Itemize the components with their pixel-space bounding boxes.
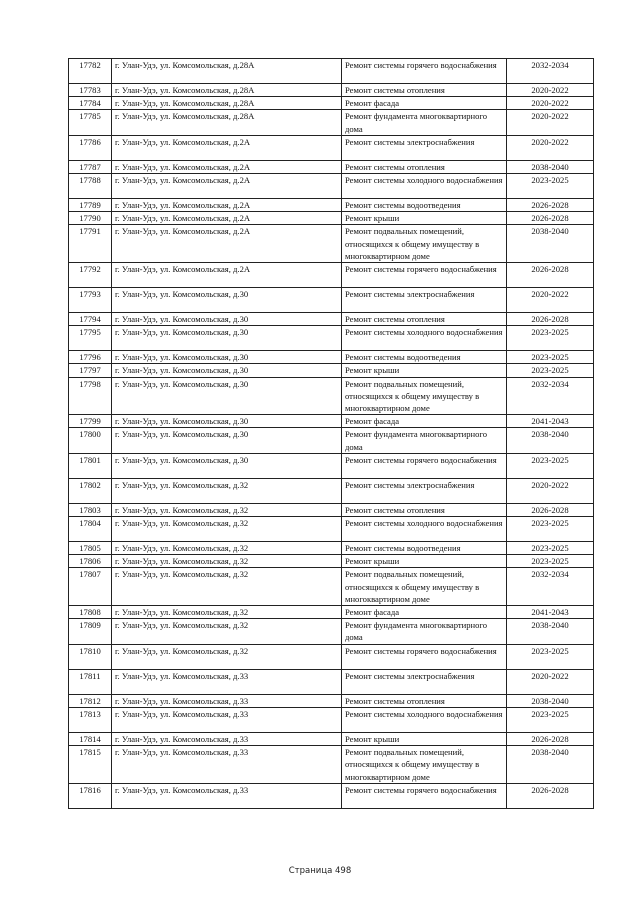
row-years: 2020-2022 [507, 110, 594, 135]
row-number: 17813 [69, 707, 112, 732]
row-address: г. Улан-Удэ, ул. Комсомольская, д.32 [112, 542, 342, 555]
row-number: 17815 [69, 746, 112, 784]
table-body [69, 59, 594, 809]
row-address: г. Улан-Удэ, ул. Комсомольская, д.33 [112, 694, 342, 707]
row-years: 2023-2025 [507, 453, 594, 478]
row-address: г. Улан-Удэ, ул. Комсомольская, д.2А [112, 135, 342, 160]
table-row [69, 225, 594, 263]
row-number: 17785 [69, 110, 112, 135]
row-address: г. Улан-Удэ, ул. Комсомольская, д.32 [112, 517, 342, 542]
row-years: 2038-2040 [507, 746, 594, 784]
table-row [69, 326, 594, 351]
row-years: 2020-2022 [507, 97, 594, 110]
row-address: г. Улан-Удэ, ул. Комсомольская, д.33 [112, 732, 342, 745]
table-row [69, 174, 594, 199]
row-work-type: Ремонт системы водоотведения [342, 199, 507, 212]
row-years: 2038-2040 [507, 160, 594, 173]
row-number: 17814 [69, 732, 112, 745]
table-row [69, 212, 594, 225]
row-work-type: Ремонт системы холодного водоснабжения [342, 517, 507, 542]
table-row [69, 606, 594, 619]
row-work-type: Ремонт системы отопления [342, 503, 507, 516]
table-row [69, 644, 594, 669]
table-row [69, 746, 594, 784]
row-work-type: Ремонт подвальных помещений, относящихся к общему имуществу в многоквартирном доме [342, 225, 507, 263]
row-address: г. Улан-Удэ, ул. Комсомольская, д.2А [112, 174, 342, 199]
row-years: 2032-2034 [507, 377, 594, 415]
row-number: 17802 [69, 478, 112, 503]
row-years: 2032-2034 [507, 568, 594, 606]
table-row [69, 313, 594, 326]
row-address: г. Улан-Удэ, ул. Комсомольская, д.30 [112, 364, 342, 377]
row-number: 17808 [69, 606, 112, 619]
row-years: 2023-2025 [507, 707, 594, 732]
row-address: г. Улан-Удэ, ул. Комсомольская, д.2А [112, 225, 342, 263]
row-address: г. Улан-Удэ, ул. Комсомольская, д.30 [112, 351, 342, 364]
row-address: г. Улан-Удэ, ул. Комсомольская, д.30 [112, 377, 342, 415]
row-address: г. Улан-Удэ, ул. Комсомольская, д.2А [112, 199, 342, 212]
row-years: 2026-2028 [507, 263, 594, 288]
row-address: г. Улан-Удэ, ул. Комсомольская, д.2А [112, 212, 342, 225]
row-address: г. Улан-Удэ, ул. Комсомольская, д.32 [112, 555, 342, 568]
table-row [69, 377, 594, 415]
row-number: 17805 [69, 542, 112, 555]
row-years: 2023-2025 [507, 174, 594, 199]
row-years: 2038-2040 [507, 619, 594, 644]
table-row [69, 160, 594, 173]
row-years: 2032-2034 [507, 59, 594, 84]
row-number: 17807 [69, 568, 112, 606]
row-address: г. Улан-Удэ, ул. Комсомольская, д.32 [112, 644, 342, 669]
row-number: 17800 [69, 428, 112, 453]
row-number: 17789 [69, 199, 112, 212]
row-work-type: Ремонт фундамента многоквартирного дома [342, 110, 507, 135]
row-work-type: Ремонт крыши [342, 555, 507, 568]
row-address: г. Улан-Удэ, ул. Комсомольская, д.30 [112, 415, 342, 428]
row-address: г. Улан-Удэ, ул. Комсомольская, д.33 [112, 783, 342, 808]
row-years: 2023-2025 [507, 555, 594, 568]
row-work-type: Ремонт системы горячего водоснабжения [342, 644, 507, 669]
row-address: г. Улан-Удэ, ул. Комсомольская, д.33 [112, 707, 342, 732]
table-row [69, 351, 594, 364]
row-number: 17796 [69, 351, 112, 364]
row-years: 2023-2025 [507, 364, 594, 377]
row-work-type: Ремонт системы электроснабжения [342, 478, 507, 503]
table-row [69, 707, 594, 732]
row-work-type: Ремонт подвальных помещений, относящихся к общему имуществу в многоквартирном доме [342, 746, 507, 784]
row-address: г. Улан-Удэ, ул. Комсомольская, д.30 [112, 313, 342, 326]
row-number: 17816 [69, 783, 112, 808]
row-number: 17790 [69, 212, 112, 225]
row-number: 17801 [69, 453, 112, 478]
row-number: 17791 [69, 225, 112, 263]
row-work-type: Ремонт системы горячего водоснабжения [342, 263, 507, 288]
row-number: 17782 [69, 59, 112, 84]
row-work-type: Ремонт системы отопления [342, 313, 507, 326]
row-address: г. Улан-Удэ, ул. Комсомольская, д.28А [112, 110, 342, 135]
row-years: 2026-2028 [507, 313, 594, 326]
row-years: 2038-2040 [507, 694, 594, 707]
row-work-type: Ремонт системы холодного водоснабжения [342, 174, 507, 199]
row-work-type: Ремонт системы горячего водоснабжения [342, 453, 507, 478]
row-address: г. Улан-Удэ, ул. Комсомольская, д.28А [112, 97, 342, 110]
row-address: г. Улан-Удэ, ул. Комсомольская, д.33 [112, 746, 342, 784]
row-years: 2026-2028 [507, 783, 594, 808]
table-row [69, 97, 594, 110]
table-row [69, 364, 594, 377]
row-number: 17793 [69, 288, 112, 313]
table-row [69, 415, 594, 428]
row-years: 2026-2028 [507, 212, 594, 225]
table-row [69, 503, 594, 516]
row-address: г. Улан-Удэ, ул. Комсомольская, д.28А [112, 59, 342, 84]
row-work-type: Ремонт фасада [342, 97, 507, 110]
row-work-type: Ремонт системы отопления [342, 160, 507, 173]
table-row [69, 694, 594, 707]
row-address: г. Улан-Удэ, ул. Комсомольская, д.30 [112, 326, 342, 351]
row-work-type: Ремонт системы отопления [342, 84, 507, 97]
row-years: 2020-2022 [507, 478, 594, 503]
table-row [69, 669, 594, 694]
row-number: 17809 [69, 619, 112, 644]
row-address: г. Улан-Удэ, ул. Комсомольская, д.2А [112, 263, 342, 288]
table-row [69, 84, 594, 97]
row-years: 2023-2025 [507, 326, 594, 351]
table-row [69, 619, 594, 644]
row-number: 17783 [69, 84, 112, 97]
row-years: 2023-2025 [507, 351, 594, 364]
row-address: г. Улан-Удэ, ул. Комсомольская, д.28А [112, 84, 342, 97]
table-row [69, 288, 594, 313]
row-years: 2023-2025 [507, 517, 594, 542]
row-number: 17798 [69, 377, 112, 415]
row-work-type: Ремонт системы водоотведения [342, 351, 507, 364]
row-years: 2026-2028 [507, 503, 594, 516]
row-work-type: Ремонт подвальных помещений, относящихся к общему имуществу в многоквартирном доме [342, 568, 507, 606]
table-row [69, 199, 594, 212]
row-number: 17804 [69, 517, 112, 542]
row-years: 2026-2028 [507, 732, 594, 745]
row-number: 17792 [69, 263, 112, 288]
row-address: г. Улан-Удэ, ул. Комсомольская, д.32 [112, 478, 342, 503]
row-work-type: Ремонт системы электроснабжения [342, 669, 507, 694]
row-work-type: Ремонт крыши [342, 732, 507, 745]
row-work-type: Ремонт фундамента многоквартирного дома [342, 428, 507, 453]
row-number: 17784 [69, 97, 112, 110]
row-work-type: Ремонт системы горячего водоснабжения [342, 59, 507, 84]
row-years: 2023-2025 [507, 644, 594, 669]
row-number: 17812 [69, 694, 112, 707]
table-row [69, 517, 594, 542]
row-work-type: Ремонт крыши [342, 364, 507, 377]
works-table [68, 58, 594, 809]
table-row [69, 783, 594, 808]
row-address: г. Улан-Удэ, ул. Комсомольская, д.32 [112, 619, 342, 644]
row-years: 2020-2022 [507, 288, 594, 313]
row-years: 2026-2028 [507, 199, 594, 212]
row-address: г. Улан-Удэ, ул. Комсомольская, д.32 [112, 503, 342, 516]
row-number: 17786 [69, 135, 112, 160]
table-row [69, 263, 594, 288]
row-years: 2023-2025 [507, 542, 594, 555]
table-row [69, 428, 594, 453]
row-work-type: Ремонт фундамента многоквартирного дома [342, 619, 507, 644]
table-row [69, 542, 594, 555]
row-work-type: Ремонт системы холодного водоснабжения [342, 326, 507, 351]
row-work-type: Ремонт системы водоотведения [342, 542, 507, 555]
table-row [69, 110, 594, 135]
row-number: 17810 [69, 644, 112, 669]
row-number: 17799 [69, 415, 112, 428]
row-years: 2020-2022 [507, 84, 594, 97]
row-work-type: Ремонт системы электроснабжения [342, 135, 507, 160]
row-number: 17803 [69, 503, 112, 516]
row-work-type: Ремонт подвальных помещений, относящихся к общему имуществу в многоквартирном доме [342, 377, 507, 415]
table-row [69, 732, 594, 745]
row-work-type: Ремонт системы холодного водоснабжения [342, 707, 507, 732]
table-row [69, 59, 594, 84]
row-address: г. Улан-Удэ, ул. Комсомольская, д.32 [112, 606, 342, 619]
row-work-type: Ремонт фасада [342, 606, 507, 619]
row-address: г. Улан-Удэ, ул. Комсомольская, д.2А [112, 160, 342, 173]
row-number: 17811 [69, 669, 112, 694]
row-number: 17787 [69, 160, 112, 173]
row-number: 17797 [69, 364, 112, 377]
row-number: 17806 [69, 555, 112, 568]
row-address: г. Улан-Удэ, ул. Комсомольская, д.30 [112, 288, 342, 313]
row-number: 17788 [69, 174, 112, 199]
table-row [69, 453, 594, 478]
row-work-type: Ремонт фасада [342, 415, 507, 428]
row-years: 2041-2043 [507, 606, 594, 619]
row-years: 2038-2040 [507, 428, 594, 453]
table-row [69, 478, 594, 503]
row-work-type: Ремонт системы отопления [342, 694, 507, 707]
row-years: 2020-2022 [507, 135, 594, 160]
table-row [69, 555, 594, 568]
row-work-type: Ремонт системы электроснабжения [342, 288, 507, 313]
table-row [69, 568, 594, 606]
row-address: г. Улан-Удэ, ул. Комсомольская, д.30 [112, 453, 342, 478]
row-number: 17794 [69, 313, 112, 326]
table-row [69, 135, 594, 160]
row-years: 2020-2022 [507, 669, 594, 694]
row-years: 2041-2043 [507, 415, 594, 428]
row-work-type: Ремонт системы горячего водоснабжения [342, 783, 507, 808]
row-address: г. Улан-Удэ, ул. Комсомольская, д.32 [112, 568, 342, 606]
row-address: г. Улан-Удэ, ул. Комсомольская, д.30 [112, 428, 342, 453]
page-number: Страница 498 [288, 866, 352, 876]
row-work-type: Ремонт крыши [342, 212, 507, 225]
row-number: 17795 [69, 326, 112, 351]
row-address: г. Улан-Удэ, ул. Комсомольская, д.33 [112, 669, 342, 694]
row-years: 2038-2040 [507, 225, 594, 263]
